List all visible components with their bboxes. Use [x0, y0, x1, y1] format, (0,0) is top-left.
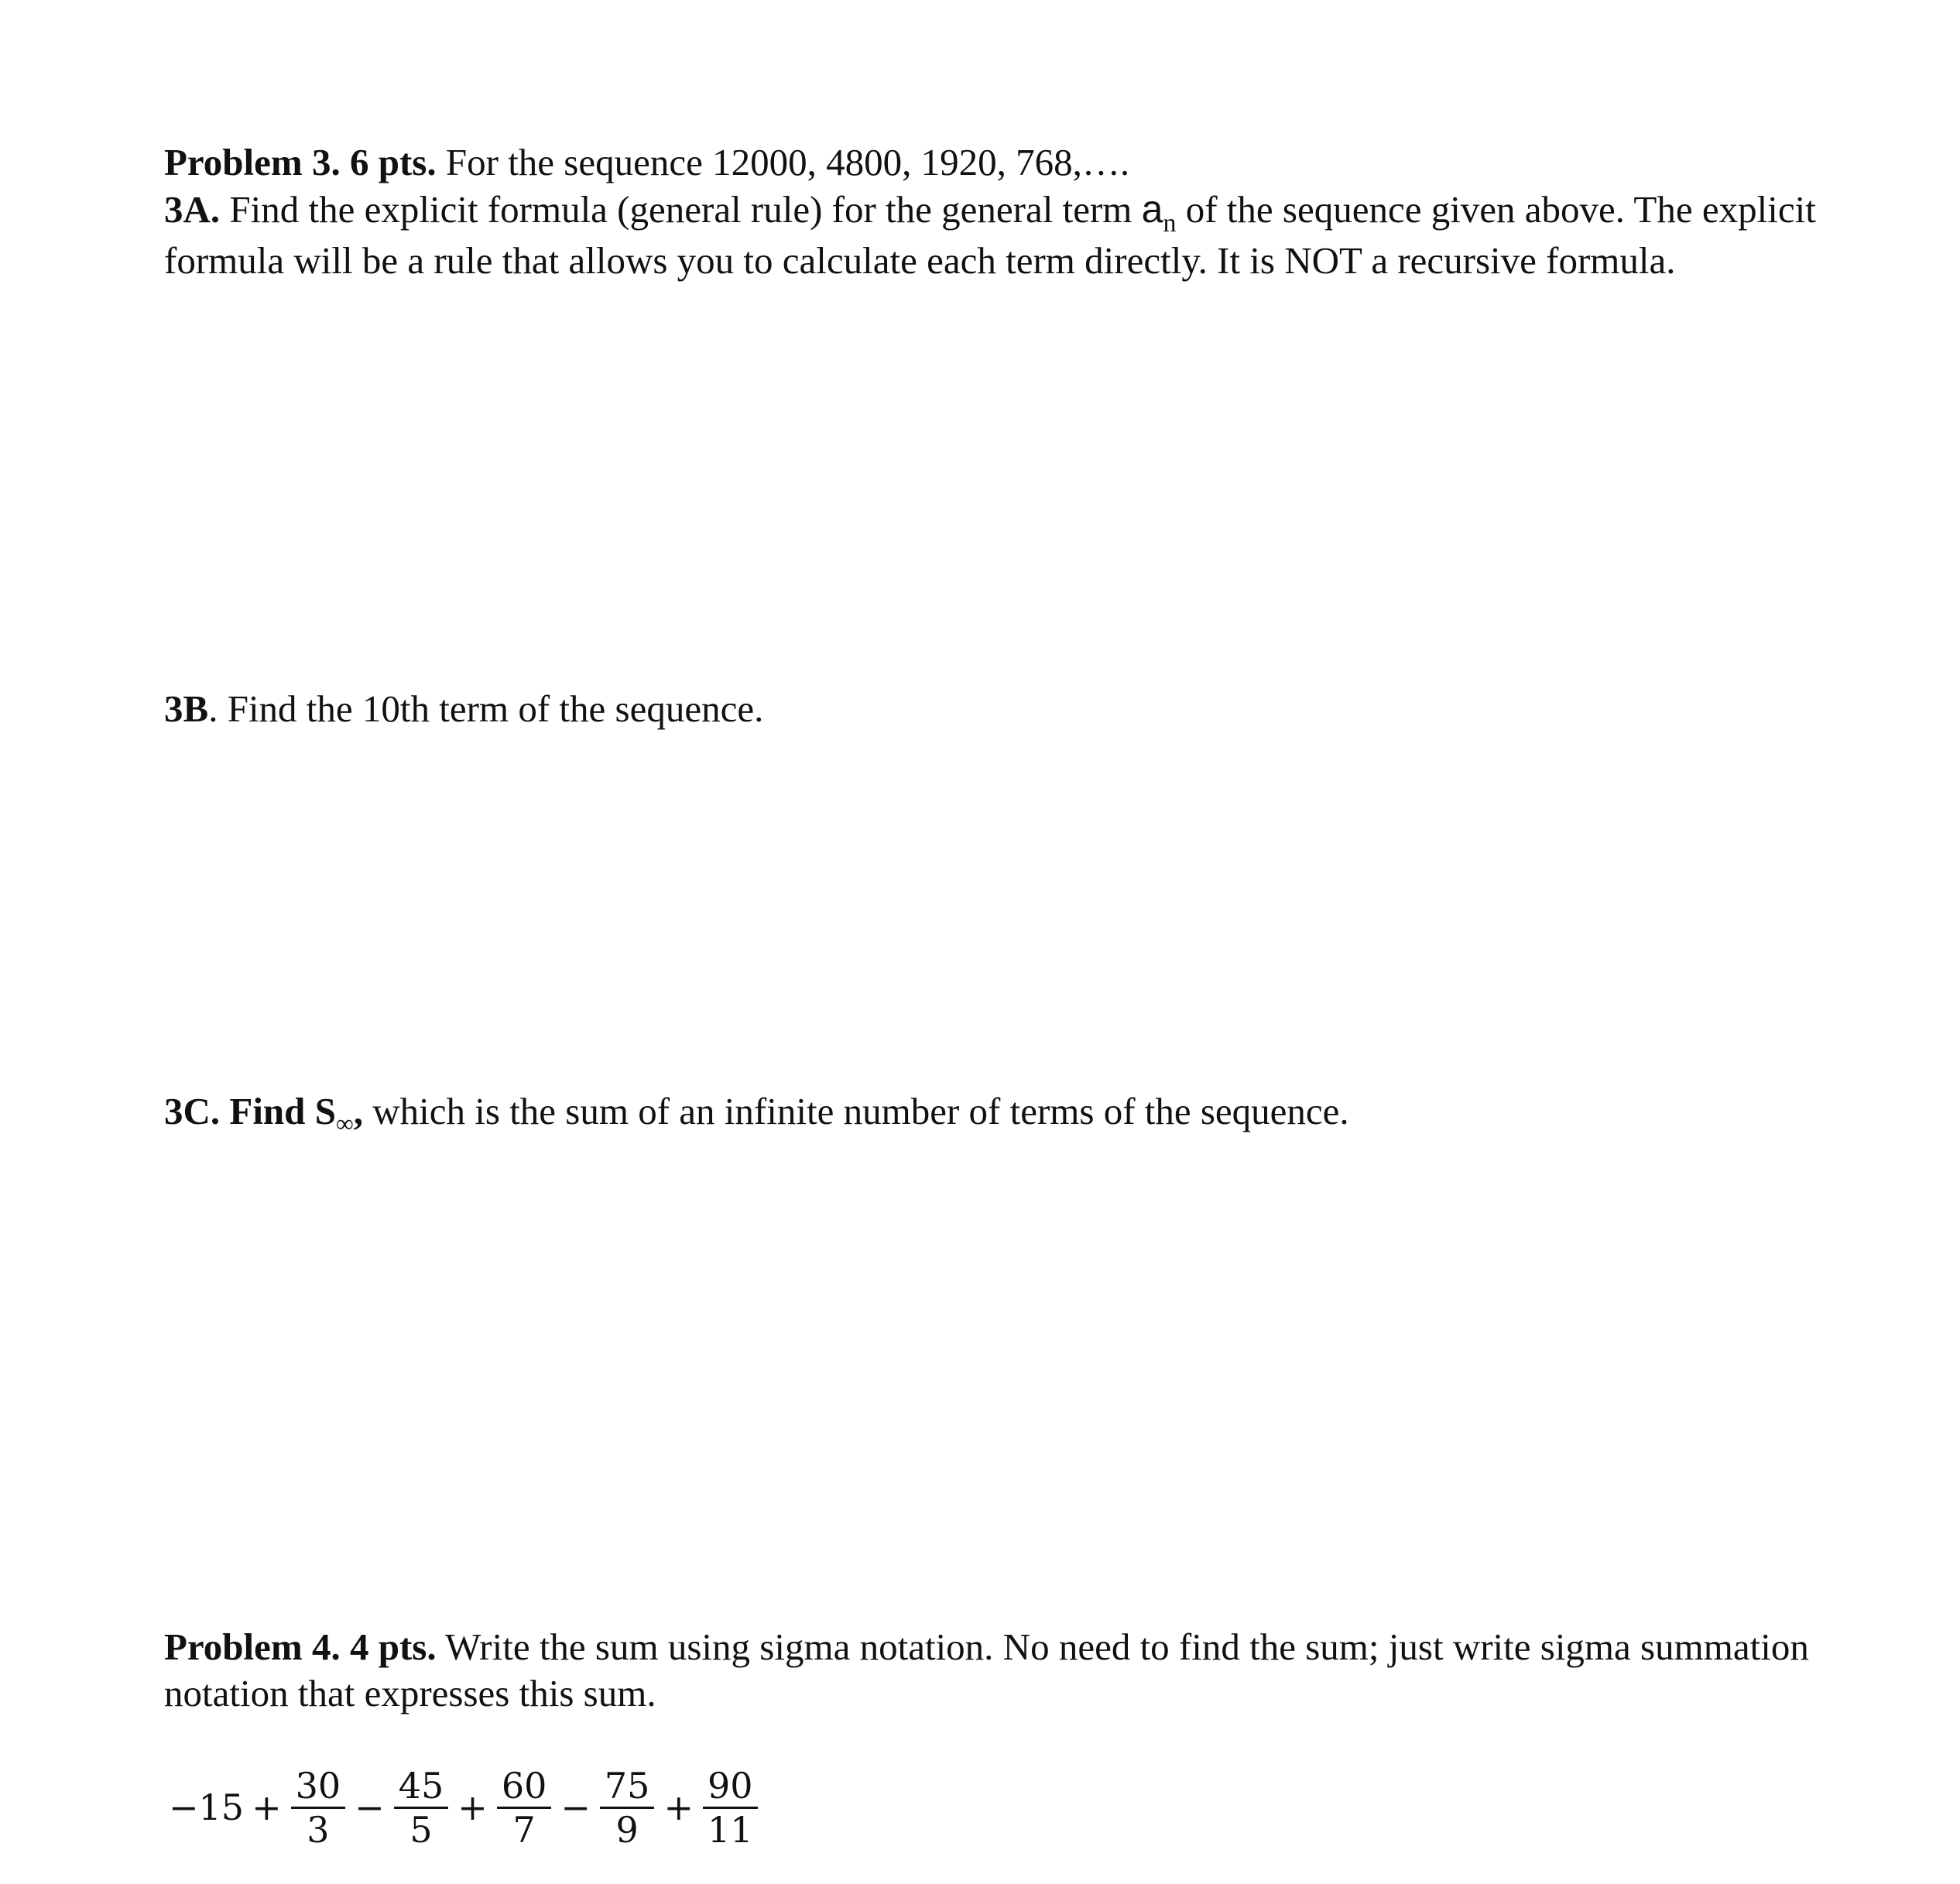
fraction-denominator: 11 [708, 1808, 753, 1851]
general-term-symbol: a [1141, 187, 1163, 231]
expression-fraction [698, 1765, 762, 1851]
expression-fraction [595, 1765, 660, 1851]
problem-3b-text [164, 686, 1828, 732]
expression-fraction [492, 1765, 557, 1851]
series-expression [164, 1757, 762, 1858]
problem-3c-label-mid: Find S [220, 1090, 336, 1132]
expression-operator: + [252, 1786, 282, 1828]
fraction-numerator: 45 [398, 1764, 444, 1807]
problem-4 [164, 1624, 1828, 1717]
problem-3a-text-before: Find the explicit formula (general rule) for the general term [220, 188, 1142, 231]
problem-3c-label [164, 1090, 364, 1137]
problem-4-heading: Problem 4. 4 pts. [164, 1625, 437, 1668]
expression-first-term: −15 [169, 1786, 245, 1828]
problem-3-heading: Problem 3. 6 pts. [164, 141, 437, 183]
expression-operator: − [560, 1786, 591, 1828]
problem-3c-question: which is the sum of an infinite number of terms of the sequence. [363, 1090, 1349, 1132]
general-term-subscript: n [1163, 209, 1177, 238]
problem-3a-text-after: of the sequence given above. The explicit formula will be a rule that allows you to calculate each term directly. It is NOT a recursive formula. [164, 188, 1816, 282]
problem-3-part-c [164, 1088, 1828, 1139]
expression-operator: + [457, 1786, 488, 1828]
problem-3c-label-start: 3C. [164, 1090, 221, 1132]
problem-3-part-b [164, 686, 1828, 732]
problem-3-part-a [164, 139, 1828, 284]
fraction-denominator: 9 [615, 1808, 639, 1851]
infinity-subscript: ∞ [335, 1109, 354, 1137]
expression-operator: + [663, 1786, 694, 1828]
fraction-denominator: 3 [307, 1808, 330, 1851]
expression-operator: − [355, 1786, 385, 1828]
problem-3-heading-line [164, 139, 1828, 186]
problem-3b-question: . Find the 10th term of the sequence. [208, 687, 764, 730]
expression-fraction [389, 1765, 454, 1851]
problem-3a-label: 3A. [164, 188, 221, 231]
fraction-numerator: 75 [604, 1764, 650, 1807]
problem-4-instructions: Write the sum using sigma notation. No need to find the sum; just write sigma summation notation that expresses this sum. [164, 1625, 1809, 1714]
fraction-denominator: 5 [409, 1808, 433, 1851]
problem-3c-label-end: , [353, 1090, 364, 1132]
fraction-numerator: 60 [501, 1764, 547, 1807]
problem-3b-label: 3B [164, 687, 209, 730]
problem-3c-text [164, 1088, 1828, 1139]
problem-3-sequence-text: For the sequence 12000, 4800, 1920, 768,…. [436, 141, 1130, 183]
problem-4-text [164, 1624, 1828, 1717]
expression-fraction [286, 1765, 351, 1851]
fraction-denominator: 7 [512, 1808, 536, 1851]
fraction-numerator: 90 [708, 1764, 753, 1807]
problem-3a-text [164, 186, 1828, 284]
fraction-numerator: 30 [295, 1764, 341, 1807]
